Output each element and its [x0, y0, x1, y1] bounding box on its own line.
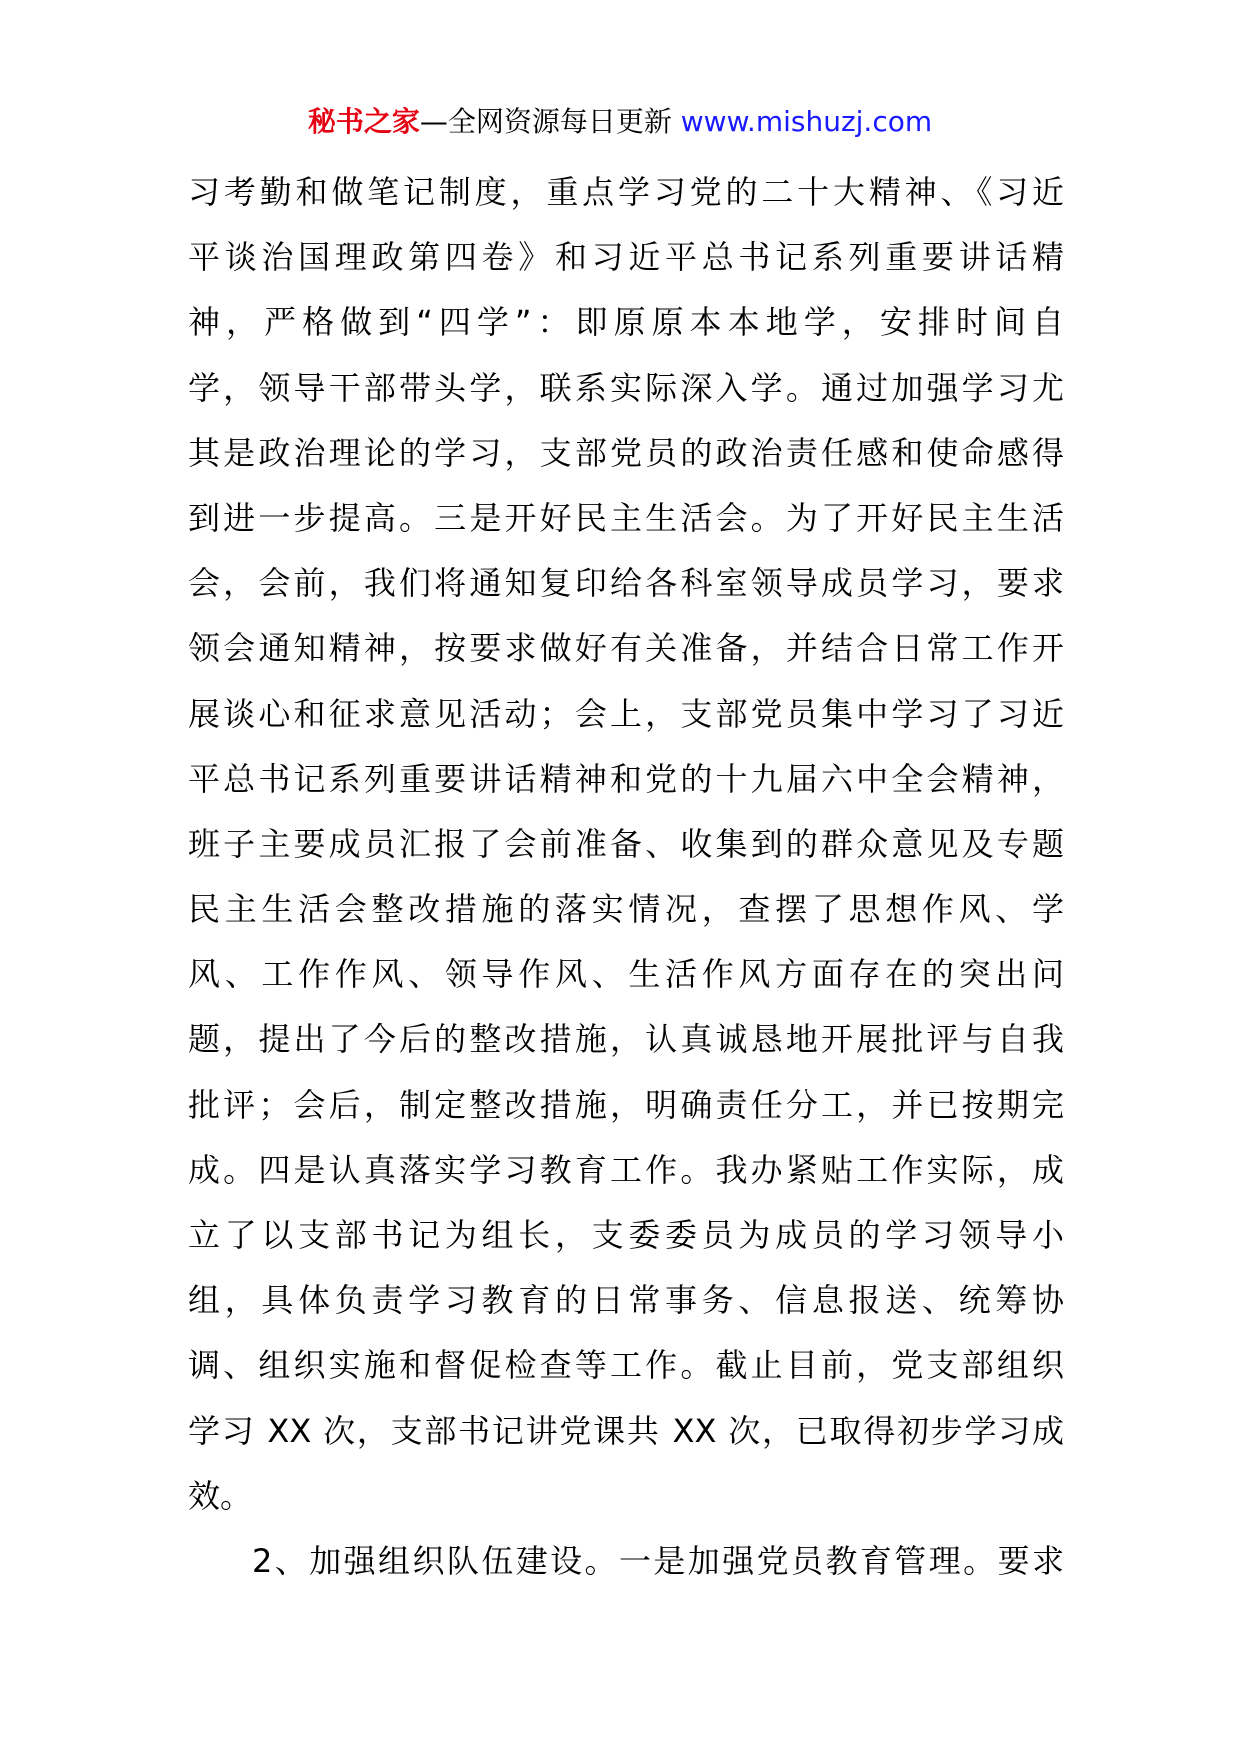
site-header [0, 102, 1240, 142]
text-line: 题，提出了今后的整改措施，认真诚恳地开展批评与自我 [188, 1020, 1064, 1059]
paragraph-2 [188, 1529, 1064, 1594]
text-line: 其是政治理论的学习，支部党员的政治责任感和使命感得 [188, 433, 1064, 472]
document-body [188, 160, 1064, 1594]
text-line: 立了以支部书记为组长，支委委员为成员的学习领导小 [188, 1216, 1064, 1254]
header-url[interactable]: www.mishuzj.com [680, 105, 933, 138]
text-line: 风、工作作风、领导作风、生活作风方面存在的突出问 [188, 955, 1064, 994]
text-line: 批评；会后，制定整改措施，明确责任分工，并已按期完 [188, 1085, 1064, 1124]
text-line: 调、组织实施和督促检查等工作。截止目前，党支部组织 [188, 1346, 1064, 1385]
text-line: 领会通知精神，按要求做好有关准备，并结合日常工作开 [188, 629, 1064, 668]
text-line: 2、加强组织队伍建设。一是加强党员教育管理。要求 [252, 1541, 1064, 1580]
text-line: 到进一步提高。三是开好民主生活会。为了开好民主生活 [188, 498, 1064, 537]
text-line: 平总书记系列重要讲话精神和党的十九届六中全会精神， [188, 759, 1064, 798]
text-line: 神，严格做到“四学”：即原原本本地学，安排时间自 [188, 303, 1064, 342]
text-line: 效。 [188, 1476, 253, 1515]
header-brand: 秘书之家 [307, 105, 420, 138]
text-line: 学习 XX 次，支部书记讲党课共 XX 次，已取得初步学习成 [188, 1411, 1064, 1450]
text-line: 习考勤和做笔记制度，重点学习党的二十大精神、《习近 [188, 173, 1064, 211]
text-line: 民主生活会整改措施的落实情况，查摆了思想作风、学 [188, 890, 1064, 929]
text-line: 成。四是认真落实学习教育工作。我办紧贴工作实际，成 [188, 1150, 1064, 1189]
text-line: 平谈治国理政第四卷》和习近平总书记系列重要讲话精 [188, 238, 1064, 277]
text-line: 组，具体负责学习教育的日常事务、信息报送、统筹协 [188, 1281, 1064, 1320]
text-line: 展谈心和征求意见活动；会上，支部党员集中学习了习近 [188, 694, 1064, 733]
text-line: 会，会前，我们将通知复印给各科室领导成员学习，要求 [188, 564, 1064, 603]
text-line: 班子主要成员汇报了会前准备、收集到的群众意见及专题 [188, 824, 1064, 863]
header-tagline: —全网资源每日更新 [419, 105, 681, 138]
paragraph-1 [188, 160, 1064, 1529]
text-line: 学，领导干部带头学，联系实际深入学。通过加强学习尤 [188, 368, 1064, 407]
